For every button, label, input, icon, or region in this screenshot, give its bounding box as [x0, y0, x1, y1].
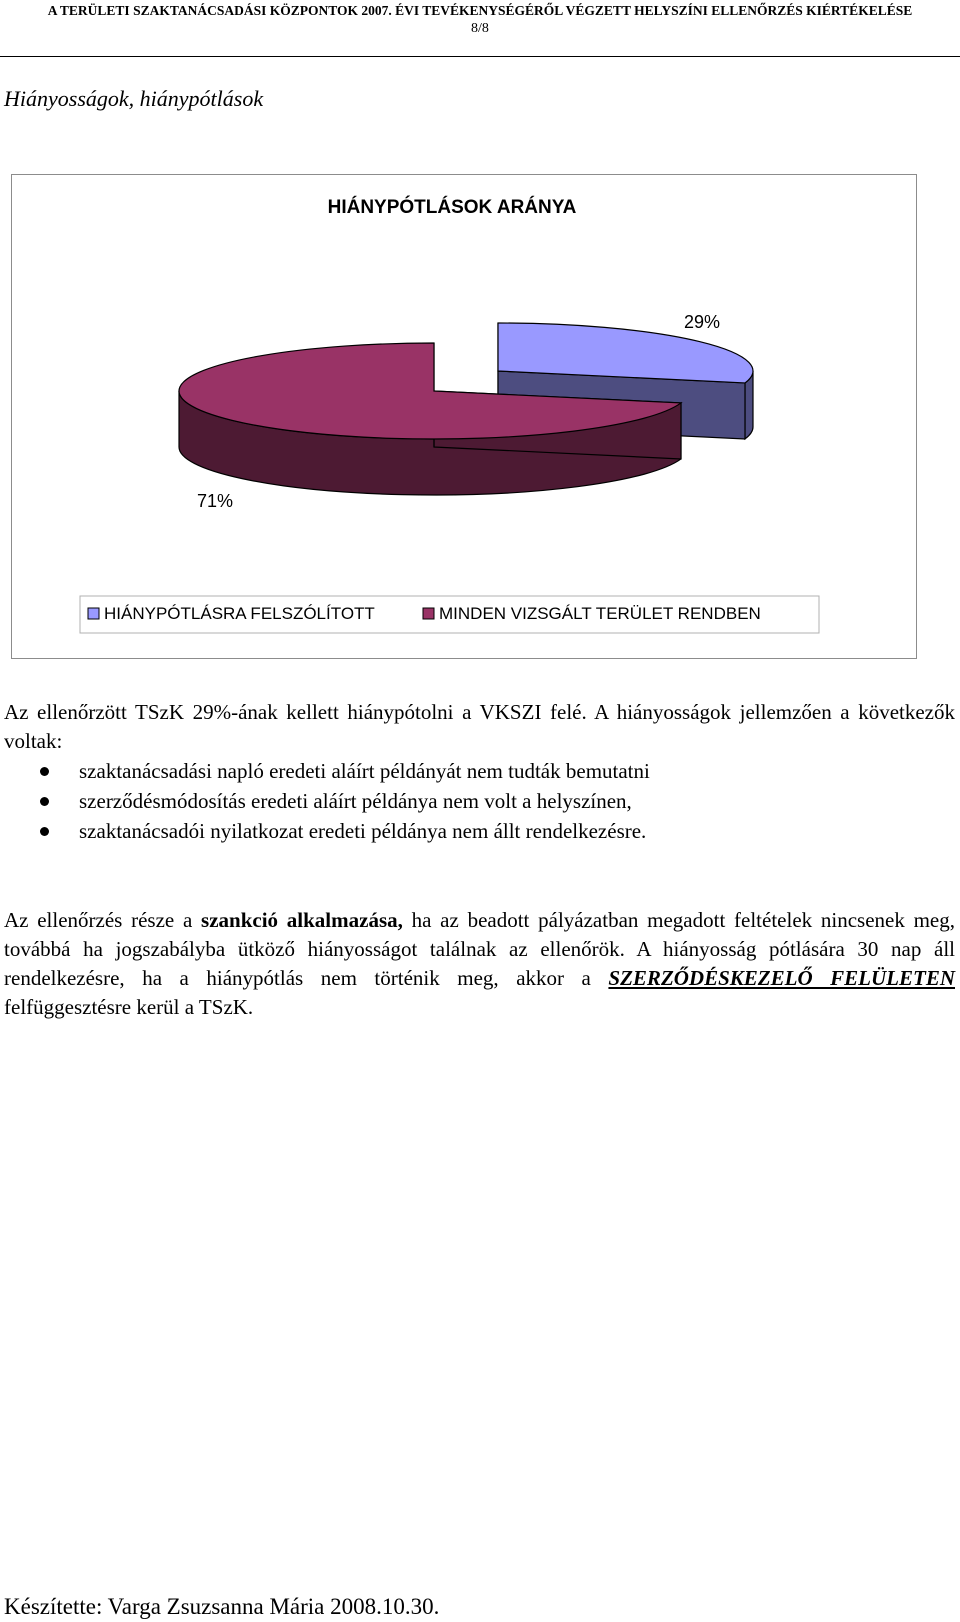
section-title: Hiányosságok, hiánypótlások [4, 86, 264, 111]
chart-legend [80, 596, 819, 633]
page-number: 8/8 [471, 21, 489, 36]
legend-swatch-rendben [423, 608, 434, 619]
list-item [0, 756, 940, 786]
list-item-text: szerződésmódosítás eredeti aláírt példánya nem volt a helyszínen, [79, 789, 632, 813]
contract-interface-emphasis: SZERZŐDÉSKEZELŐ FELÜLETEN [608, 966, 955, 990]
bullet-icon [40, 797, 49, 806]
sanction-emphasis: szankció alkalmazása, [201, 908, 403, 932]
sanction-text-part1: Az ellenőrzés része a [4, 908, 202, 932]
chart-title: HIÁNYPÓTLÁSOK ARÁNYA [327, 197, 577, 218]
slice-label-rendben: 71% [196, 491, 234, 511]
bullet-icon [40, 767, 49, 776]
pie-chart [12, 175, 916, 658]
list-item-text: szaktanácsadói nyilatkozat eredeti példánya nem állt rendelkezésre. [79, 819, 647, 843]
header-title: A TERÜLETI SZAKTANÁCSADÁSI KÖZPONTOK 2007. ÉVI TEVÉKENYSÉGÉRŐL VÉGZETT HELYSZÍNI ELLENŐRZÉS KIÉRTÉKELÉSE [47, 3, 913, 18]
list-item [0, 816, 940, 846]
slice-label-hianypotlasra: 29% [683, 312, 721, 332]
legend-swatch-hianypotlasra [88, 608, 99, 619]
sanction-text-part2: ha az beadott pályázatban megadott feltételek nincsenek meg, továbbá ha jogszabályba ütköző hiányosságot találnak az ellenőrök. A hiányosság pótlására 30 nap áll rendelkezésre, ha a hiánypótlás nem történik meg, akkor a [4, 908, 955, 990]
bullet-icon [40, 827, 49, 836]
list-item [0, 786, 940, 816]
page-header [0, 0, 960, 38]
pie-chart-frame [11, 174, 917, 659]
legend-label-rendben: MINDEN VIZSGÁLT TERÜLET RENDBEN [439, 604, 761, 623]
sanction-paragraph [4, 906, 955, 1022]
pie-slices [179, 323, 753, 495]
legend-label-hianypotlasra: HIÁNYPÓTLÁSRA FELSZÓLÍTOTT [104, 604, 375, 623]
header-divider [0, 56, 960, 57]
deficiency-list [0, 756, 940, 846]
sanction-text-part3: felfüggesztésre kerül a TSzK. [4, 995, 254, 1019]
summary-paragraph: Az ellenőrzött TSzK 29%-ának kellett hiánypótolni a VKSZI felé. A hiányosságok jellemzően a következők voltak: [4, 700, 955, 753]
author-footer: Készítette: Varga Zsuzsanna Mária 2008.10.30. [4, 1594, 440, 1619]
list-item-text: szaktanácsadási napló eredeti aláírt példányát nem tudták bemutatni [79, 759, 650, 783]
